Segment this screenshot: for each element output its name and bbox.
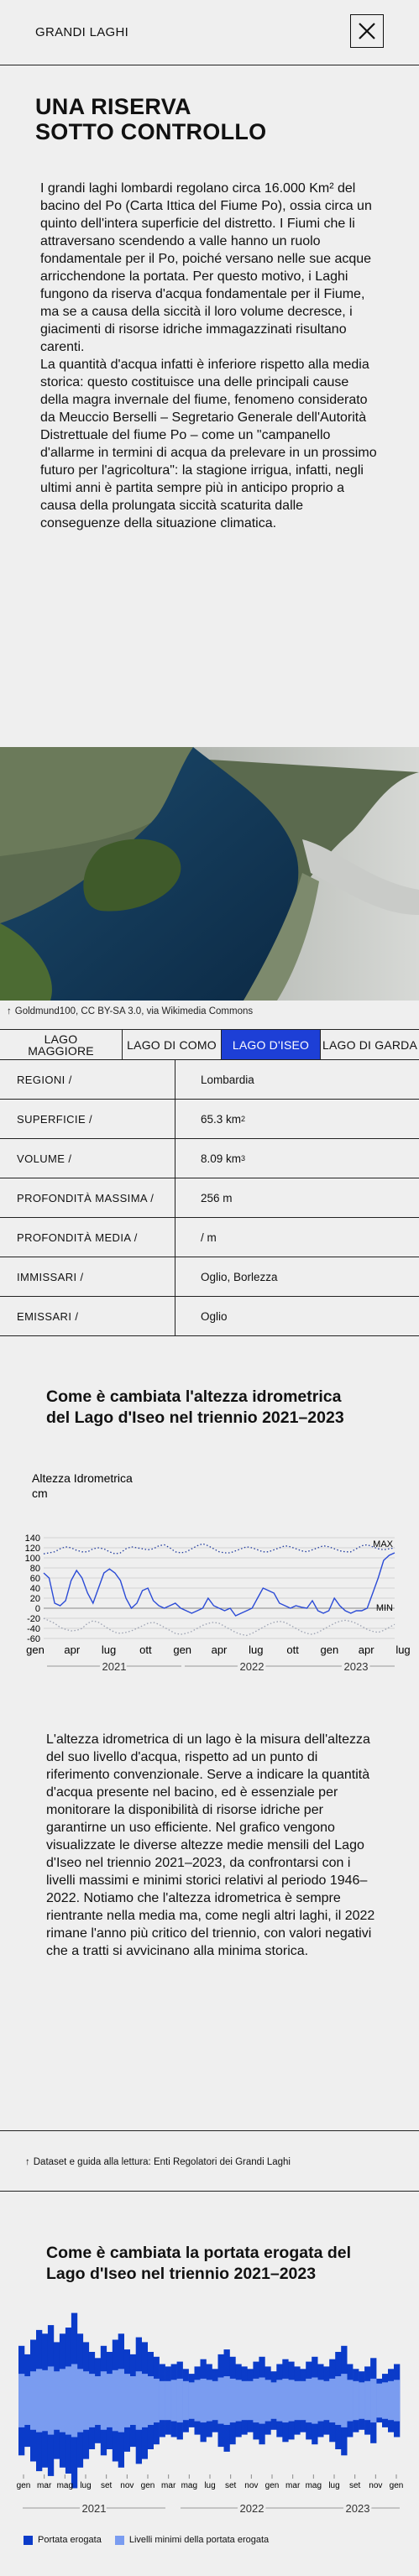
- x-tick-label: nov: [244, 2481, 259, 2490]
- min-discharge-bar: [270, 2382, 276, 2419]
- arrow-up-icon: ↑: [7, 1006, 12, 1016]
- min-discharge-bar: [335, 2376, 341, 2425]
- x-tick-label: mag: [56, 2481, 74, 2490]
- min-discharge-bar: [160, 2381, 165, 2420]
- y-tick-label: 60: [29, 1574, 40, 1584]
- stat-value: [175, 1139, 419, 1178]
- discharge-chart: [0, 2307, 419, 2526]
- x-tick-label: mag: [305, 2481, 322, 2490]
- x-tick-label: lug: [249, 1643, 264, 1656]
- tab-lago-di-como[interactable]: LAGO DI COMO: [123, 1030, 222, 1059]
- page-title: [35, 94, 388, 144]
- min-discharge-bar: [148, 2376, 154, 2425]
- min-discharge-bar: [54, 2371, 60, 2430]
- x-tick-label: nov: [369, 2481, 383, 2490]
- close-button[interactable]: [350, 14, 384, 48]
- min-discharge-bar: [282, 2379, 288, 2422]
- min-discharge-bar: [394, 2380, 400, 2421]
- x-tick-label: gen: [173, 1643, 192, 1656]
- stat-value-text: 8.09 km: [201, 1152, 242, 1165]
- min-discharge-bar: [36, 2369, 42, 2432]
- site-brand[interactable]: GRANDI LAGHI: [35, 25, 129, 39]
- min-discharge-bar: [317, 2380, 323, 2421]
- min-discharge-bar: [259, 2378, 264, 2424]
- min-discharge-bar: [136, 2371, 142, 2430]
- x-tick-label: gen: [16, 2481, 31, 2490]
- min-discharge-bar: [341, 2374, 347, 2427]
- stat-key: REGIONI /: [0, 1060, 175, 1099]
- min-discharge-bar: [294, 2381, 300, 2420]
- y-tick-label: 20: [29, 1594, 40, 1604]
- intro-paragraph-2: La quantità d'acqua infatti è inferiore rispetto alla media storica: questo costituisce una delle principali cause della magra invernale del fiume, fenomeno considerato da Meuccio Berselli – Segretario Generale dell'Autorità Distrettuale del fiume Po – come un "campanello d'allarme in termini di acqua da prelevare in un prossimo futuro per l'agricoltura": la stagione irrigua, infatti, negli ultimi anni è partita sempre più in anticipo proprio a causa della prolungata siccità scaturita dalle conseguenze della situazione climatica.: [40, 358, 377, 530]
- min-discharge-bar: [388, 2381, 394, 2420]
- stat-key: PROFONDITÀ MEDIA /: [0, 1218, 175, 1257]
- min-discharge-bar: [60, 2369, 65, 2432]
- min-discharge-bar: [253, 2379, 259, 2422]
- x-tick-label: mar: [285, 2481, 301, 2490]
- stat-key: EMISSARI /: [0, 1297, 175, 1335]
- min-discharge-bar: [224, 2376, 230, 2425]
- y-tick-label: 120: [24, 1544, 40, 1554]
- stat-row-emissari: [0, 1297, 419, 1336]
- stat-key: SUPERFICIE /: [0, 1100, 175, 1138]
- min-discharge-bar: [382, 2382, 388, 2419]
- x-tick-label: set: [348, 2481, 361, 2490]
- min-discharge-bar: [359, 2382, 364, 2419]
- stat-row-volume: [0, 1139, 419, 1178]
- divider: [0, 2130, 419, 2131]
- min-discharge-bar: [312, 2378, 317, 2424]
- min-discharge-bar: [107, 2374, 113, 2427]
- photo-credit-text[interactable]: Goldmund100, CC BY-SA 3.0, via Wikimedia Commons: [14, 1006, 254, 1016]
- intro-text: [40, 180, 378, 532]
- x-tick-label: gen: [26, 1643, 45, 1656]
- page-title-line-1: UNA RISERVA: [35, 94, 191, 119]
- min-discharge-bar: [154, 2379, 160, 2422]
- min-discharge-bar: [323, 2381, 329, 2420]
- min-discharge-bar: [235, 2380, 241, 2421]
- min-discharge-bar: [364, 2381, 370, 2420]
- series-line-1: [44, 1544, 395, 1554]
- stat-value: [175, 1100, 419, 1138]
- stat-key: PROFONDITÀ MASSIMA /: [0, 1178, 175, 1217]
- y-axis-unit: cm: [32, 1487, 48, 1500]
- min-discharge-bar: [183, 2381, 189, 2420]
- stat-row-immissari: [0, 1257, 419, 1297]
- x-tick-label: mag: [181, 2481, 198, 2490]
- year-label: 2023: [345, 2502, 370, 2515]
- x-tick-label: apr: [211, 1643, 228, 1656]
- min-discharge-bar: [218, 2378, 224, 2424]
- chart1-title-line-1: Come è cambiata l'altezza idrometrica: [46, 1387, 342, 1406]
- tab-lago-di-garda[interactable]: LAGO DI GARDA: [322, 1037, 418, 1052]
- stat-key: VOLUME /: [0, 1139, 175, 1178]
- min-discharge-bar: [195, 2380, 201, 2421]
- explanation-paragraph: L'altezza idrometrica di un lago è la misura dell'altezza del suo livello d'acqua, rispetto ad un punto di riferimento convenzionale. Serve a indicare la quantità d'acqua presente nel bacino, ed è essenziale per monitorare la disponibilità di risorse idriche per garantirne un uso efficiente. Nel grafico vengono visualizzate le diverse altezze medie mensili del Lago d'Iseo nel triennio 2021–2023, da confrontarsi con i livelli massimi e minimi storici relativi al periodo 1946–2022. Notiamo che l'altezza idrometrica è sempre rientrante nella media ma, come negli altri laghi, il 2022 rimane l'anno più critico del triennio, con valori negativi che a tratti si avvicinano alla minima storica.: [46, 1732, 375, 1958]
- water-level-chart: [0, 1471, 419, 1689]
- stat-row-regioni: [0, 1060, 419, 1100]
- chart2-title-line-2: Lago d'Iseo nel triennio 2021–2023: [46, 2265, 317, 2283]
- min-discharge-bar: [83, 2371, 89, 2430]
- stat-value-text: Lombardia: [201, 1073, 254, 1086]
- x-tick-label: mar: [37, 2481, 52, 2490]
- y-tick-label: 80: [29, 1564, 40, 1574]
- x-tick-label: gen: [389, 2481, 404, 2490]
- close-icon: [358, 22, 376, 40]
- min-discharge-bar: [353, 2381, 359, 2420]
- divider: [0, 2191, 419, 2192]
- min-discharge-bar: [288, 2380, 294, 2421]
- top-bar: [0, 0, 419, 65]
- tab-lago-maggiore[interactable]: LAGO MAGGIORE: [0, 1030, 123, 1059]
- min-discharge-bar: [247, 2381, 253, 2420]
- x-tick-label: lug: [101, 1643, 117, 1656]
- min-discharge-bar: [300, 2381, 306, 2420]
- min-discharge-bar: [276, 2380, 282, 2421]
- stat-value: [175, 1178, 419, 1217]
- x-tick-label: ott: [286, 1643, 299, 1656]
- year-label: 2021: [81, 2502, 107, 2515]
- min-discharge-bar: [101, 2371, 107, 2430]
- y-tick-label: 0: [34, 1604, 40, 1614]
- min-discharge-bar: [207, 2380, 212, 2421]
- legend-item-minimi: [115, 2535, 269, 2545]
- stat-value-text: / m: [201, 1231, 217, 1244]
- x-tick-label: gen: [140, 2481, 155, 2490]
- x-tick-label: lug: [328, 2481, 340, 2490]
- stat-value: [175, 1257, 419, 1296]
- year-label: 2021: [102, 1660, 127, 1673]
- page-title-line-2: SOTTO CONTROLLO: [35, 119, 267, 144]
- y-tick-label: 100: [24, 1554, 40, 1564]
- stat-row-superficie: [0, 1100, 419, 1139]
- x-tick-label: apr: [358, 1643, 374, 1656]
- legend-swatch: [115, 2536, 124, 2545]
- min-discharge-bar: [48, 2366, 54, 2434]
- min-discharge-bar: [118, 2369, 124, 2432]
- legend-item-portata: [24, 2535, 102, 2545]
- chart1-title-line-2: del Lago d'Iseo nel triennio 2021–2023: [46, 1408, 344, 1427]
- x-tick-label: set: [100, 2481, 113, 2490]
- x-tick-label: gen: [320, 1643, 339, 1656]
- min-discharge-bar: [30, 2371, 36, 2430]
- legend-swatch: [24, 2536, 33, 2545]
- tab-lago-d-iseo[interactable]: LAGO D'ISEO: [222, 1030, 321, 1059]
- x-tick-label: gen: [264, 2481, 280, 2490]
- x-tick-label: lug: [80, 2481, 92, 2490]
- min-discharge-bar: [212, 2381, 218, 2420]
- x-tick-label: nov: [120, 2481, 134, 2490]
- min-discharge-bar: [171, 2380, 177, 2421]
- min-discharge-bar: [347, 2380, 353, 2421]
- min-discharge-bar: [370, 2379, 376, 2422]
- stat-value-sup: 3: [241, 1154, 246, 1163]
- arrow-up-icon: ↑: [25, 2157, 30, 2167]
- legend-label: Portata erogata: [38, 2535, 102, 2545]
- min-discharge-bar: [306, 2379, 312, 2422]
- min-discharge-bar: [165, 2381, 171, 2420]
- min-discharge-bar: [142, 2374, 148, 2427]
- year-label: 2022: [239, 1660, 264, 1673]
- series-line-0: [44, 1553, 395, 1616]
- x-tick-label: apr: [64, 1643, 81, 1656]
- y-tick-label: -20: [27, 1614, 40, 1624]
- lake-tabs: [0, 1029, 419, 1060]
- min-discharge-bar: [89, 2374, 95, 2427]
- min-discharge-bar: [264, 2380, 270, 2421]
- lake-photo: [0, 747, 419, 1001]
- intro-paragraph-1: I grandi laghi lombardi regolano circa 16.000 Km² del bacino del Po (Carta Ittica del Fiume Po), ossia circa un quinto dell'intera superficie del distretto. I Fiumi che li attraversano scendendo a valle hanno un ruolo fondamentale per il Po, poiché versano nelle sue acque arricchendone la portata. Per questo motivo, i Laghi fungono da riserva d'acqua fondamentale per il Fiume, ma se a causa della siccità il loro volume decresce, i giacimenti di risorse idriche immagazzinati risultano carenti.: [40, 181, 372, 354]
- x-tick-label: ott: [139, 1643, 152, 1656]
- series-line-2: [44, 1618, 395, 1635]
- stat-value: [175, 1060, 419, 1099]
- chart1-title: [46, 1387, 382, 1429]
- stat-value: [175, 1218, 419, 1257]
- min-discharge-bar: [65, 2366, 71, 2434]
- min-discharge-bar: [18, 2374, 24, 2427]
- x-tick-label: set: [224, 2481, 237, 2490]
- stat-key: IMMISSARI /: [0, 1257, 175, 1296]
- min-discharge-bar: [113, 2370, 118, 2432]
- max-annotation: MAX: [373, 1539, 393, 1549]
- min-discharge-bar: [71, 2364, 77, 2438]
- min-discharge-bar: [189, 2382, 195, 2419]
- chart2-legend: [24, 2535, 269, 2545]
- stat-row-profondita-massima: [0, 1178, 419, 1218]
- x-tick-label: lug: [395, 1643, 411, 1656]
- min-discharge-bar: [77, 2369, 83, 2432]
- min-discharge-bar: [124, 2374, 130, 2427]
- chart2-title: [46, 2243, 382, 2285]
- dataset-note-text[interactable]: Dataset e guida alla lettura: Enti Regolatori dei Grandi Laghi: [33, 2157, 291, 2167]
- stat-value-text: Oglio, Borlezza: [201, 1270, 278, 1283]
- stat-value-text: 256 m: [201, 1191, 233, 1204]
- min-discharge-bar: [42, 2370, 48, 2432]
- photo-credit: [7, 1006, 253, 1016]
- min-discharge-bar: [24, 2376, 30, 2425]
- min-discharge-bar: [376, 2384, 382, 2418]
- legend-label: Livelli minimi della portata erogata: [128, 2535, 270, 2545]
- stat-value-text: Oglio: [201, 1309, 228, 1323]
- y-tick-label: 40: [29, 1584, 40, 1594]
- x-tick-label: mar: [161, 2481, 176, 2490]
- stat-value-sup: 2: [241, 1115, 246, 1123]
- dataset-note: [25, 2157, 291, 2167]
- min-discharge-bar: [95, 2376, 101, 2425]
- stat-value-text: 65.3 km: [201, 1112, 242, 1126]
- min-annotation: MIN: [375, 1603, 393, 1613]
- y-tick-label: 140: [24, 1534, 40, 1544]
- min-discharge-bar: [229, 2379, 235, 2422]
- stat-value: [175, 1297, 419, 1335]
- y-tick-label: -40: [27, 1624, 40, 1634]
- min-discharge-bar: [329, 2379, 335, 2422]
- stat-row-profondita-media: [0, 1218, 419, 1257]
- min-discharge-bar: [130, 2376, 136, 2425]
- min-discharge-bar: [201, 2379, 207, 2422]
- min-discharge-bar: [177, 2379, 183, 2422]
- y-axis-label: Altezza Idrometrica: [32, 1471, 133, 1485]
- year-label: 2022: [239, 2502, 264, 2515]
- chart2-title-line-1: Come è cambiata la portata erogata del: [46, 2244, 352, 2262]
- min-discharge-bar: [241, 2381, 247, 2420]
- year-label: 2023: [343, 1660, 369, 1673]
- y-tick-label: -60: [27, 1634, 40, 1644]
- x-tick-label: lug: [204, 2481, 216, 2490]
- lake-stats-table: [0, 1060, 419, 1336]
